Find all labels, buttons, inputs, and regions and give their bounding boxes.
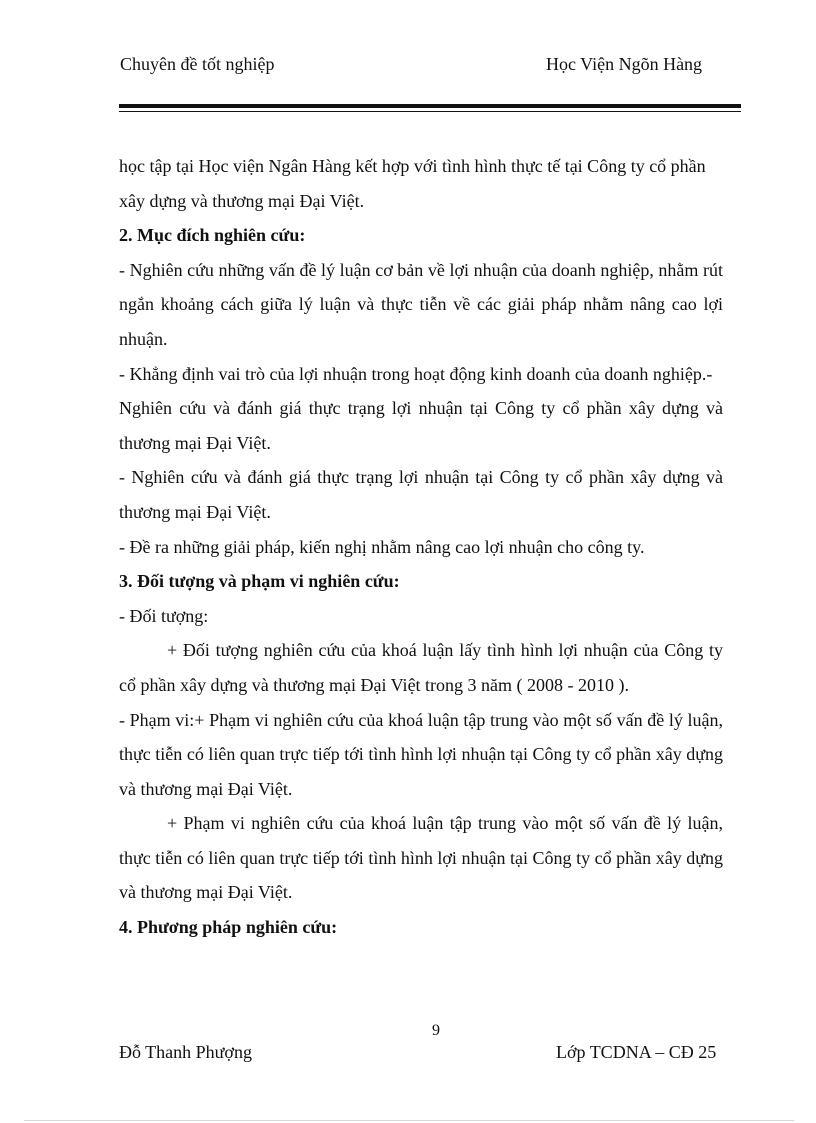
- intro-line: học tập tại Học viện Ngân Hàng kết hợp với tình hình thực tế tại Công ty cổ phần: [119, 156, 706, 176]
- paragraph: - Nghiên cứu những vấn đề lý luận cơ bản về lợi nhuận của doanh nghiệp, nhằm rút ngắn khoảng cách giữa lý luận và thực tiễn về các giải pháp nhằm nâng cao lợi nhuận.: [119, 259, 723, 349]
- document-body: [119, 149, 723, 945]
- footer-class: Lớp TCDNA – CĐ 25: [556, 1042, 717, 1062]
- paragraph: + Đối tượng nghiên cứu của khoá luận lấy tình hình lợi nhuận của Công ty cổ phần xây dựng và thương mại Đại Việt trong 3 năm ( 2008 - 2010 ).: [119, 640, 723, 695]
- paragraph: Nghiên cứu và đánh giá thực trạng lợi nhuận tại Công ty cổ phần xây dựng và thương mại Đại Việt.: [119, 398, 723, 453]
- section-heading: 2. Mục đích nghiên cứu:: [119, 225, 306, 246]
- section-heading: 4. Phương pháp nghiên cứu:: [119, 917, 338, 938]
- header-divider: [119, 104, 741, 110]
- intro-line: xây dựng và thương mại Đại Việt.: [119, 190, 365, 211]
- paragraph: - Nghiên cứu và đánh giá thực trạng lợi nhuận tại Công ty cổ phần xây dựng và thương mại Đại Việt.: [119, 467, 723, 522]
- paragraph-line: - Khẳng định vai trò của lợi nhuận trong hoạt động kinh doanh của doanh nghiệp.-: [119, 363, 713, 384]
- page-header-right: Học Viện Ngõn Hàng: [546, 54, 703, 74]
- page-number: 9: [432, 1022, 440, 1039]
- paragraph: + Phạm vi nghiên cứu của khoá luận tập trung vào một số vấn đề lý luận, thực tiễn có liên quan trực tiếp tới tình hình lợi nhuận tại Công ty cổ phần xây dựng và thương mại Đại Việt.: [119, 813, 723, 903]
- paragraph: - Phạm vi:+ Phạm vi nghiên cứu của khoá luận tập trung vào một số vấn đề lý luận, thực tiễn có liên quan trực tiếp tới tình hình lợi nhuận tại Công ty cổ phần xây dựng và thương mại Đại Việt.: [119, 709, 723, 799]
- footer-author: Đỗ Thanh Phượng: [119, 1042, 252, 1062]
- page-edge: [24, 1120, 794, 1121]
- paragraph: - Đề ra những giải pháp, kiến nghị nhằm nâng cao lợi nhuận cho công ty.: [119, 536, 645, 557]
- page-header-left: Chuyên đề tốt nghiệp: [120, 54, 275, 74]
- section-heading: 3. Đối tượng và phạm vi nghiên cứu:: [119, 571, 400, 592]
- paragraph: - Đối tượng:: [119, 605, 209, 626]
